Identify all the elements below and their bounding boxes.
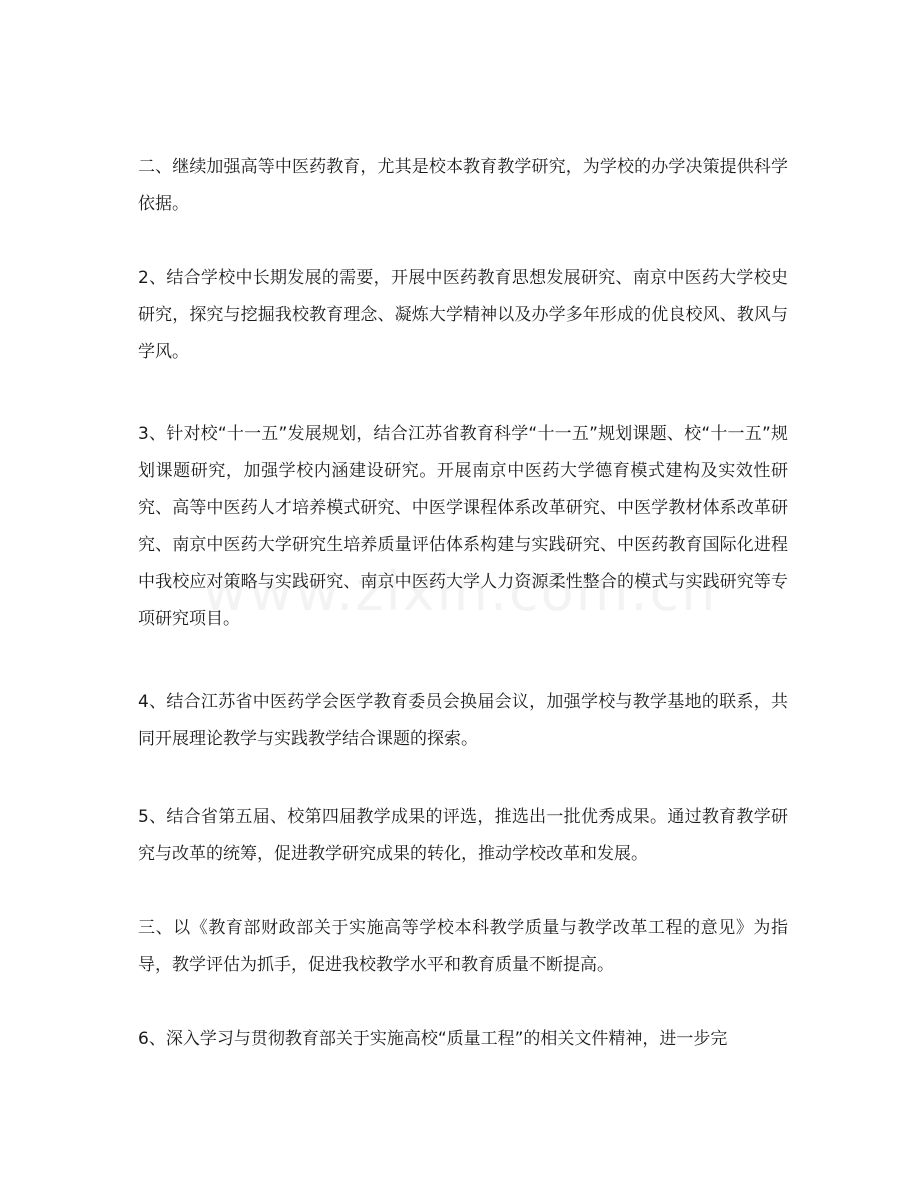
- paragraph-item-4: 4、结合江苏省中医药学会医学教育委员会换届会议，加强学校与教学基地的联系，共同开展理论教学与实践教学结合课题的探索。: [138, 692, 788, 749]
- paragraph-section-3-heading: 三、以《教育部财政部关于实施高等学校本科教学质量与教学改革工程的意见》为指导，教学评估为抓手，促进我校教学水平和教育质量不断提高。: [138, 918, 788, 975]
- paragraph-item-3: 3、针对校“十一五”发展规划，结合江苏省教育科学“十一五”规划课题、校“十一五”规划课题研究，加强学校内涵建设研究。开展南京中医药大学德育模式建构及实效性研究、高等中医药人才培养模式研究、中医学课程体系改革研究、中医学教材体系改革研究、南京中医药大学研究生培养质量评估体系构建与实践研究、中医药教育国际化进程中我校应对策略与实践研究、南京中医药大学人力资源柔性整合的模式与实践研究等专项研究项目。: [138, 424, 788, 629]
- paragraph-item-5: 5、结合省第五届、校第四届教学成果的评选，推选出一批优秀成果。通过教育教学研究与改革的统筹，促进教学研究成果的转化，推动学校改革和发展。: [138, 807, 788, 864]
- paragraph-section-2-heading: 二、继续加强高等中医药教育，尤其是校本教育教学研究，为学校的办学决策提供科学依据。: [138, 157, 788, 214]
- paragraph-item-6: 6、深入学习与贯彻教育部关于实施高校“质量工程”的相关文件精神，进一步完: [138, 1029, 728, 1049]
- paragraph-item-2: 2、结合学校中长期发展的需要，开展中医药教育思想发展研究、南京中医药大学校史研究，探究与挖掘我校教育理念、凝炼大学精神以及办学多年形成的优良校风、教风与学风。: [138, 268, 788, 362]
